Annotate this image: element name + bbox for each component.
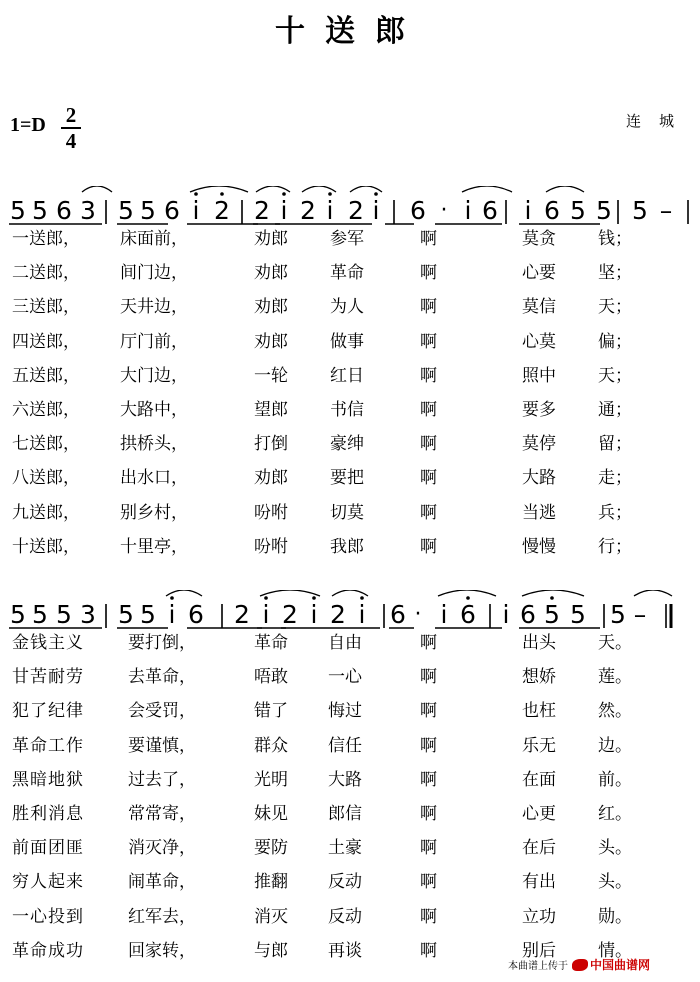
note: 6 — [544, 196, 560, 225]
lyric-phrase: 在面 — [522, 769, 556, 790]
lyric-phrase: 劝郎 — [254, 331, 288, 352]
lyric-phrase: 唔敢 — [254, 667, 288, 688]
note: i — [440, 600, 448, 629]
lyric-phrase: 妹见 — [254, 804, 288, 824]
note: 5 — [544, 600, 560, 629]
lyric-verse-line — [0, 433, 700, 461]
time-signature — [60, 104, 82, 152]
note: i — [326, 196, 334, 225]
lyric-phrase: 啊 — [420, 906, 437, 927]
lyric-phrase: 走； — [598, 468, 632, 489]
lyric-phrase: 劝郎 — [254, 263, 288, 284]
note: i — [192, 196, 200, 225]
lyric-phrase: 红军去， — [128, 906, 196, 927]
lyric-phrase: 想娇 — [522, 667, 556, 688]
lyric-phrase: 切莫 — [330, 502, 364, 523]
notation-decor-2 — [0, 590, 700, 630]
note: i — [502, 600, 510, 629]
lyric-phrase: 啊 — [420, 536, 437, 557]
lyric-verse-line — [0, 365, 700, 393]
lyric-phrase: 啊 — [420, 434, 437, 455]
lyric-phrase: 劝郎 — [254, 468, 288, 489]
lyric-phrase: 心更 — [522, 804, 556, 824]
lyric-phrase: 也枉 — [522, 701, 556, 722]
note: 5 — [118, 196, 134, 225]
lyric-phrase: 七送郎， — [12, 434, 80, 455]
note: 5 — [632, 196, 648, 225]
key-signature: 1=D — [10, 114, 46, 136]
lyric-phrase: 啊 — [420, 940, 437, 961]
note: i — [358, 600, 366, 629]
note: 2 — [282, 600, 298, 629]
note: 5 — [56, 600, 72, 629]
lyric-phrase: 留； — [598, 434, 632, 455]
lyric-phrase: 情。 — [598, 940, 632, 961]
lyric-phrase: 然。 — [598, 701, 632, 722]
lyric-verse-line — [0, 502, 700, 530]
composer-credit: 连城 — [625, 112, 692, 130]
note: 2 — [214, 196, 230, 225]
note: 5 — [140, 196, 156, 225]
lyric-phrase: 大路 — [328, 769, 362, 790]
lyric-phrase: 自由 — [328, 633, 362, 653]
lyric-phrase: 会受罚， — [128, 701, 196, 722]
slur-arc — [350, 186, 382, 192]
lyric-phrase: 豪绅 — [330, 434, 364, 455]
lyric-phrase: 行； — [598, 536, 632, 557]
slur-arc — [190, 186, 248, 192]
note: i — [280, 196, 288, 225]
lyric-phrase: 一送郎， — [12, 229, 80, 249]
lyric-phrase: 兵； — [598, 502, 632, 523]
lyric-verse-line — [0, 262, 700, 290]
lyric-phrase: 莫停 — [522, 434, 556, 455]
lyric-phrase: 床面前， — [120, 229, 188, 249]
upload-text: 本曲谱上传于 — [508, 961, 568, 972]
lyric-phrase: 啊 — [420, 633, 437, 653]
note: i — [310, 600, 318, 629]
lyric-phrase: 黑暗地狱 — [12, 769, 84, 790]
lyric-phrase: 闹革命， — [128, 872, 196, 893]
lyric-phrase: 再谈 — [328, 940, 362, 961]
slur-arc — [82, 186, 112, 192]
lyric-phrase: 一轮 — [254, 365, 288, 386]
note: 5 — [570, 196, 586, 225]
lyric-phrase: 反动 — [328, 906, 362, 927]
note: 5 — [118, 600, 134, 629]
lyric-verse-line — [0, 632, 700, 660]
lyric-phrase: 大门边， — [120, 365, 188, 386]
lyric-phrase: 革命 — [254, 633, 288, 653]
lyric-phrase: 别后 — [522, 940, 556, 961]
note: 5 — [140, 600, 156, 629]
lyric-phrase: 啊 — [420, 735, 437, 756]
lyric-verse-line — [0, 803, 700, 831]
lyric-verse-line — [0, 871, 700, 899]
note: 2 — [330, 600, 346, 629]
lyric-phrase: 在后 — [522, 838, 556, 859]
slur-arc — [546, 186, 584, 192]
note: 5 — [32, 600, 48, 629]
lyric-phrase: 通； — [598, 400, 632, 420]
lyric-phrase: 有出 — [522, 872, 556, 893]
lyric-phrase: 书信 — [330, 400, 364, 420]
lyric-phrase: 天井边， — [120, 297, 188, 318]
lyric-verse-line — [0, 700, 700, 728]
lyric-phrase: 红。 — [598, 804, 632, 824]
lyric-phrase: 望郎 — [254, 400, 288, 420]
slur-arc — [260, 590, 320, 596]
lyric-phrase: 头。 — [598, 838, 632, 859]
lyric-phrase: 革命成功 — [12, 940, 84, 961]
lyric-phrase: 边。 — [598, 735, 632, 756]
lyric-verse-line — [0, 666, 700, 694]
note: 3 — [80, 196, 96, 225]
lyric-phrase: 六送郎， — [12, 400, 80, 420]
lyric-phrase: 别乡村， — [120, 502, 188, 523]
lyric-phrase: 心莫 — [522, 331, 556, 352]
note: 5 — [596, 196, 612, 225]
lyric-phrase: 信任 — [328, 735, 362, 756]
lyric-phrase: 间门边， — [120, 263, 188, 284]
lyric-phrase: 九送郎， — [12, 502, 80, 523]
lyric-phrase: 啊 — [420, 263, 437, 284]
upload-note — [508, 956, 650, 973]
time-signature-numerator: 2 — [65, 103, 77, 127]
lyric-phrase: 天； — [598, 365, 632, 386]
lyric-phrase: 要打倒， — [128, 633, 196, 653]
song-title: 十送郎 — [275, 14, 425, 49]
note: 5 — [610, 600, 626, 629]
note: 5 — [32, 196, 48, 225]
lyric-phrase: 要防 — [254, 838, 288, 859]
note: 6 — [410, 196, 426, 225]
lyric-phrase: 悔过 — [328, 701, 362, 722]
note: 5 — [10, 196, 26, 225]
lyric-phrase: 啊 — [420, 838, 437, 859]
slur-arc — [462, 186, 512, 192]
lyric-phrase: 心要 — [522, 263, 556, 284]
notation-line-2 — [0, 590, 700, 630]
note: · — [414, 602, 422, 627]
lyric-phrase: 啊 — [420, 872, 437, 893]
notation-line-1 — [0, 186, 700, 226]
lyric-verse-line — [0, 399, 700, 427]
lyric-phrase: 坚； — [598, 263, 632, 284]
lyric-phrase: 啊 — [420, 701, 437, 722]
note: 6 — [390, 600, 406, 629]
lyric-phrase: 要谨慎， — [128, 735, 196, 756]
lyric-phrase: 前。 — [598, 769, 632, 790]
site-logo-icon — [572, 959, 588, 971]
note: 5 — [10, 600, 26, 629]
lyric-phrase: 回家转， — [128, 940, 196, 961]
note: – — [659, 196, 673, 225]
lyric-phrase: 过去了， — [128, 769, 196, 790]
note: – — [633, 600, 647, 629]
lyric-phrase: 啊 — [420, 502, 437, 523]
slur-arc — [256, 186, 290, 192]
lyric-phrase: 啊 — [420, 331, 437, 352]
lyric-phrase: 莲。 — [598, 667, 632, 688]
slur-arc — [166, 590, 202, 596]
lyric-phrase: 厅门前， — [120, 331, 188, 352]
site-name: 中国曲谱网 — [590, 958, 651, 972]
lyric-phrase: 大路 — [522, 468, 556, 489]
note: 2 — [254, 196, 270, 225]
note: 2 — [300, 196, 316, 225]
lyric-phrase: 偏； — [598, 331, 632, 352]
lyric-phrase: 出水口， — [120, 468, 188, 489]
lyric-phrase: 啊 — [420, 297, 437, 318]
lyric-phrase: 一心 — [328, 667, 362, 688]
note: 2 — [348, 196, 364, 225]
lyric-verse-line — [0, 331, 700, 359]
lyric-phrase: 革命工作 — [12, 735, 84, 756]
lyric-phrase: 错了 — [254, 701, 288, 722]
lyric-phrase: 天。 — [598, 633, 632, 653]
lyric-phrase: 天； — [598, 297, 632, 318]
lyric-phrase: 莫信 — [522, 297, 556, 318]
lyric-phrase: 啊 — [420, 769, 437, 790]
lyric-phrase: 十里亭， — [120, 536, 188, 557]
lyric-phrase: 八送郎， — [12, 468, 80, 489]
lyric-phrase: 啊 — [420, 229, 437, 249]
lyric-verse-line — [0, 735, 700, 763]
lyric-phrase: 啊 — [420, 468, 437, 489]
lyric-phrase: 啊 — [420, 365, 437, 386]
lyric-phrase: 大路中， — [120, 400, 188, 420]
lyric-phrase: 推翻 — [254, 872, 288, 893]
lyric-phrase: 出头 — [522, 633, 556, 653]
lyric-phrase: 照中 — [522, 365, 556, 386]
lyric-phrase: 乐无 — [522, 735, 556, 756]
note: 6 — [460, 600, 476, 629]
lyric-verse-line — [0, 467, 700, 495]
lyric-phrase: 慢慢 — [522, 536, 556, 557]
note: · — [440, 198, 448, 223]
lyric-phrase: 打倒 — [254, 434, 288, 455]
note: 5 — [570, 600, 586, 629]
lyric-phrase: 郎信 — [328, 804, 362, 824]
lyric-verse-line — [0, 906, 700, 934]
note: 6 — [188, 600, 204, 629]
lyric-phrase: 三送郎， — [12, 297, 80, 318]
lyric-phrase: 做事 — [330, 331, 364, 352]
lyric-phrase: 金钱主义 — [12, 633, 84, 653]
note: i — [262, 600, 270, 629]
lyric-phrase: 我郎 — [330, 536, 364, 557]
lyric-phrase: 立功 — [522, 906, 556, 927]
note: i — [524, 196, 532, 225]
lyric-phrase: 去革命， — [128, 667, 196, 688]
slur-arc — [332, 590, 368, 596]
slur-arc — [634, 590, 672, 596]
lyric-phrase: 消灭净， — [128, 838, 196, 859]
time-signature-denominator: 4 — [65, 129, 77, 153]
note: 6 — [56, 196, 72, 225]
lyric-phrase: 常常寄， — [128, 804, 196, 824]
lyric-verse-line — [0, 296, 700, 324]
lyric-phrase: 前面团匪 — [12, 838, 84, 859]
slur-arc — [302, 186, 336, 192]
lyric-phrase: 当逃 — [522, 502, 556, 523]
lyric-verse-line — [0, 769, 700, 797]
slur-arc — [522, 590, 584, 596]
note: 6 — [482, 196, 498, 225]
lyric-phrase: 拱桥头， — [120, 434, 188, 455]
lyric-phrase: 一心投到 — [12, 906, 84, 927]
lyric-phrase: 消灭 — [254, 906, 288, 927]
lyric-phrase: 群众 — [254, 735, 288, 756]
note: i — [168, 600, 176, 629]
lyric-phrase: 犯了纪律 — [12, 701, 84, 722]
lyric-phrase: 反动 — [328, 872, 362, 893]
lyric-phrase: 啊 — [420, 400, 437, 420]
lyric-phrase: 与郎 — [254, 940, 288, 961]
lyric-verse-line — [0, 837, 700, 865]
lyric-phrase: 四送郎， — [12, 331, 80, 352]
lyric-phrase: 土豪 — [328, 838, 362, 859]
lyric-phrase: 吩咐 — [254, 502, 288, 523]
lyric-phrase: 革命 — [330, 263, 364, 284]
lyric-phrase: 劝郎 — [254, 229, 288, 249]
note: 3 — [80, 600, 96, 629]
lyric-phrase: 要把 — [330, 468, 364, 489]
lyric-phrase: 勋。 — [598, 906, 632, 927]
lyric-phrase: 光明 — [254, 769, 288, 790]
lyric-phrase: 吩咐 — [254, 536, 288, 557]
note: 6 — [520, 600, 536, 629]
lyric-phrase: 啊 — [420, 667, 437, 688]
note: 2 — [234, 600, 250, 629]
lyric-phrase: 红日 — [330, 365, 364, 386]
note: i — [372, 196, 380, 225]
lyric-phrase: 莫贪 — [522, 229, 556, 249]
lyric-phrase: 要多 — [522, 400, 556, 420]
lyric-phrase: 啊 — [420, 804, 437, 824]
lyric-phrase: 头。 — [598, 872, 632, 893]
note: 6 — [164, 196, 180, 225]
lyric-phrase: 胜利消息 — [12, 804, 84, 824]
slur-arc — [438, 590, 496, 596]
lyric-phrase: 十送郎， — [12, 536, 80, 557]
lyric-phrase: 穷人起来 — [12, 872, 84, 893]
note: i — [464, 196, 472, 225]
lyric-phrase: 劝郎 — [254, 297, 288, 318]
lyric-phrase: 甘苦耐劳 — [12, 667, 84, 688]
lyric-phrase: 钱； — [598, 229, 632, 249]
lyric-phrase: 为人 — [330, 297, 364, 318]
site-logo[interactable] — [572, 956, 650, 973]
lyric-phrase: 参军 — [330, 229, 364, 249]
lyric-phrase: 五送郎， — [12, 365, 80, 386]
lyric-phrase: 二送郎， — [12, 263, 80, 284]
lyric-verse-line — [0, 228, 700, 256]
lyric-verse-line — [0, 536, 700, 564]
